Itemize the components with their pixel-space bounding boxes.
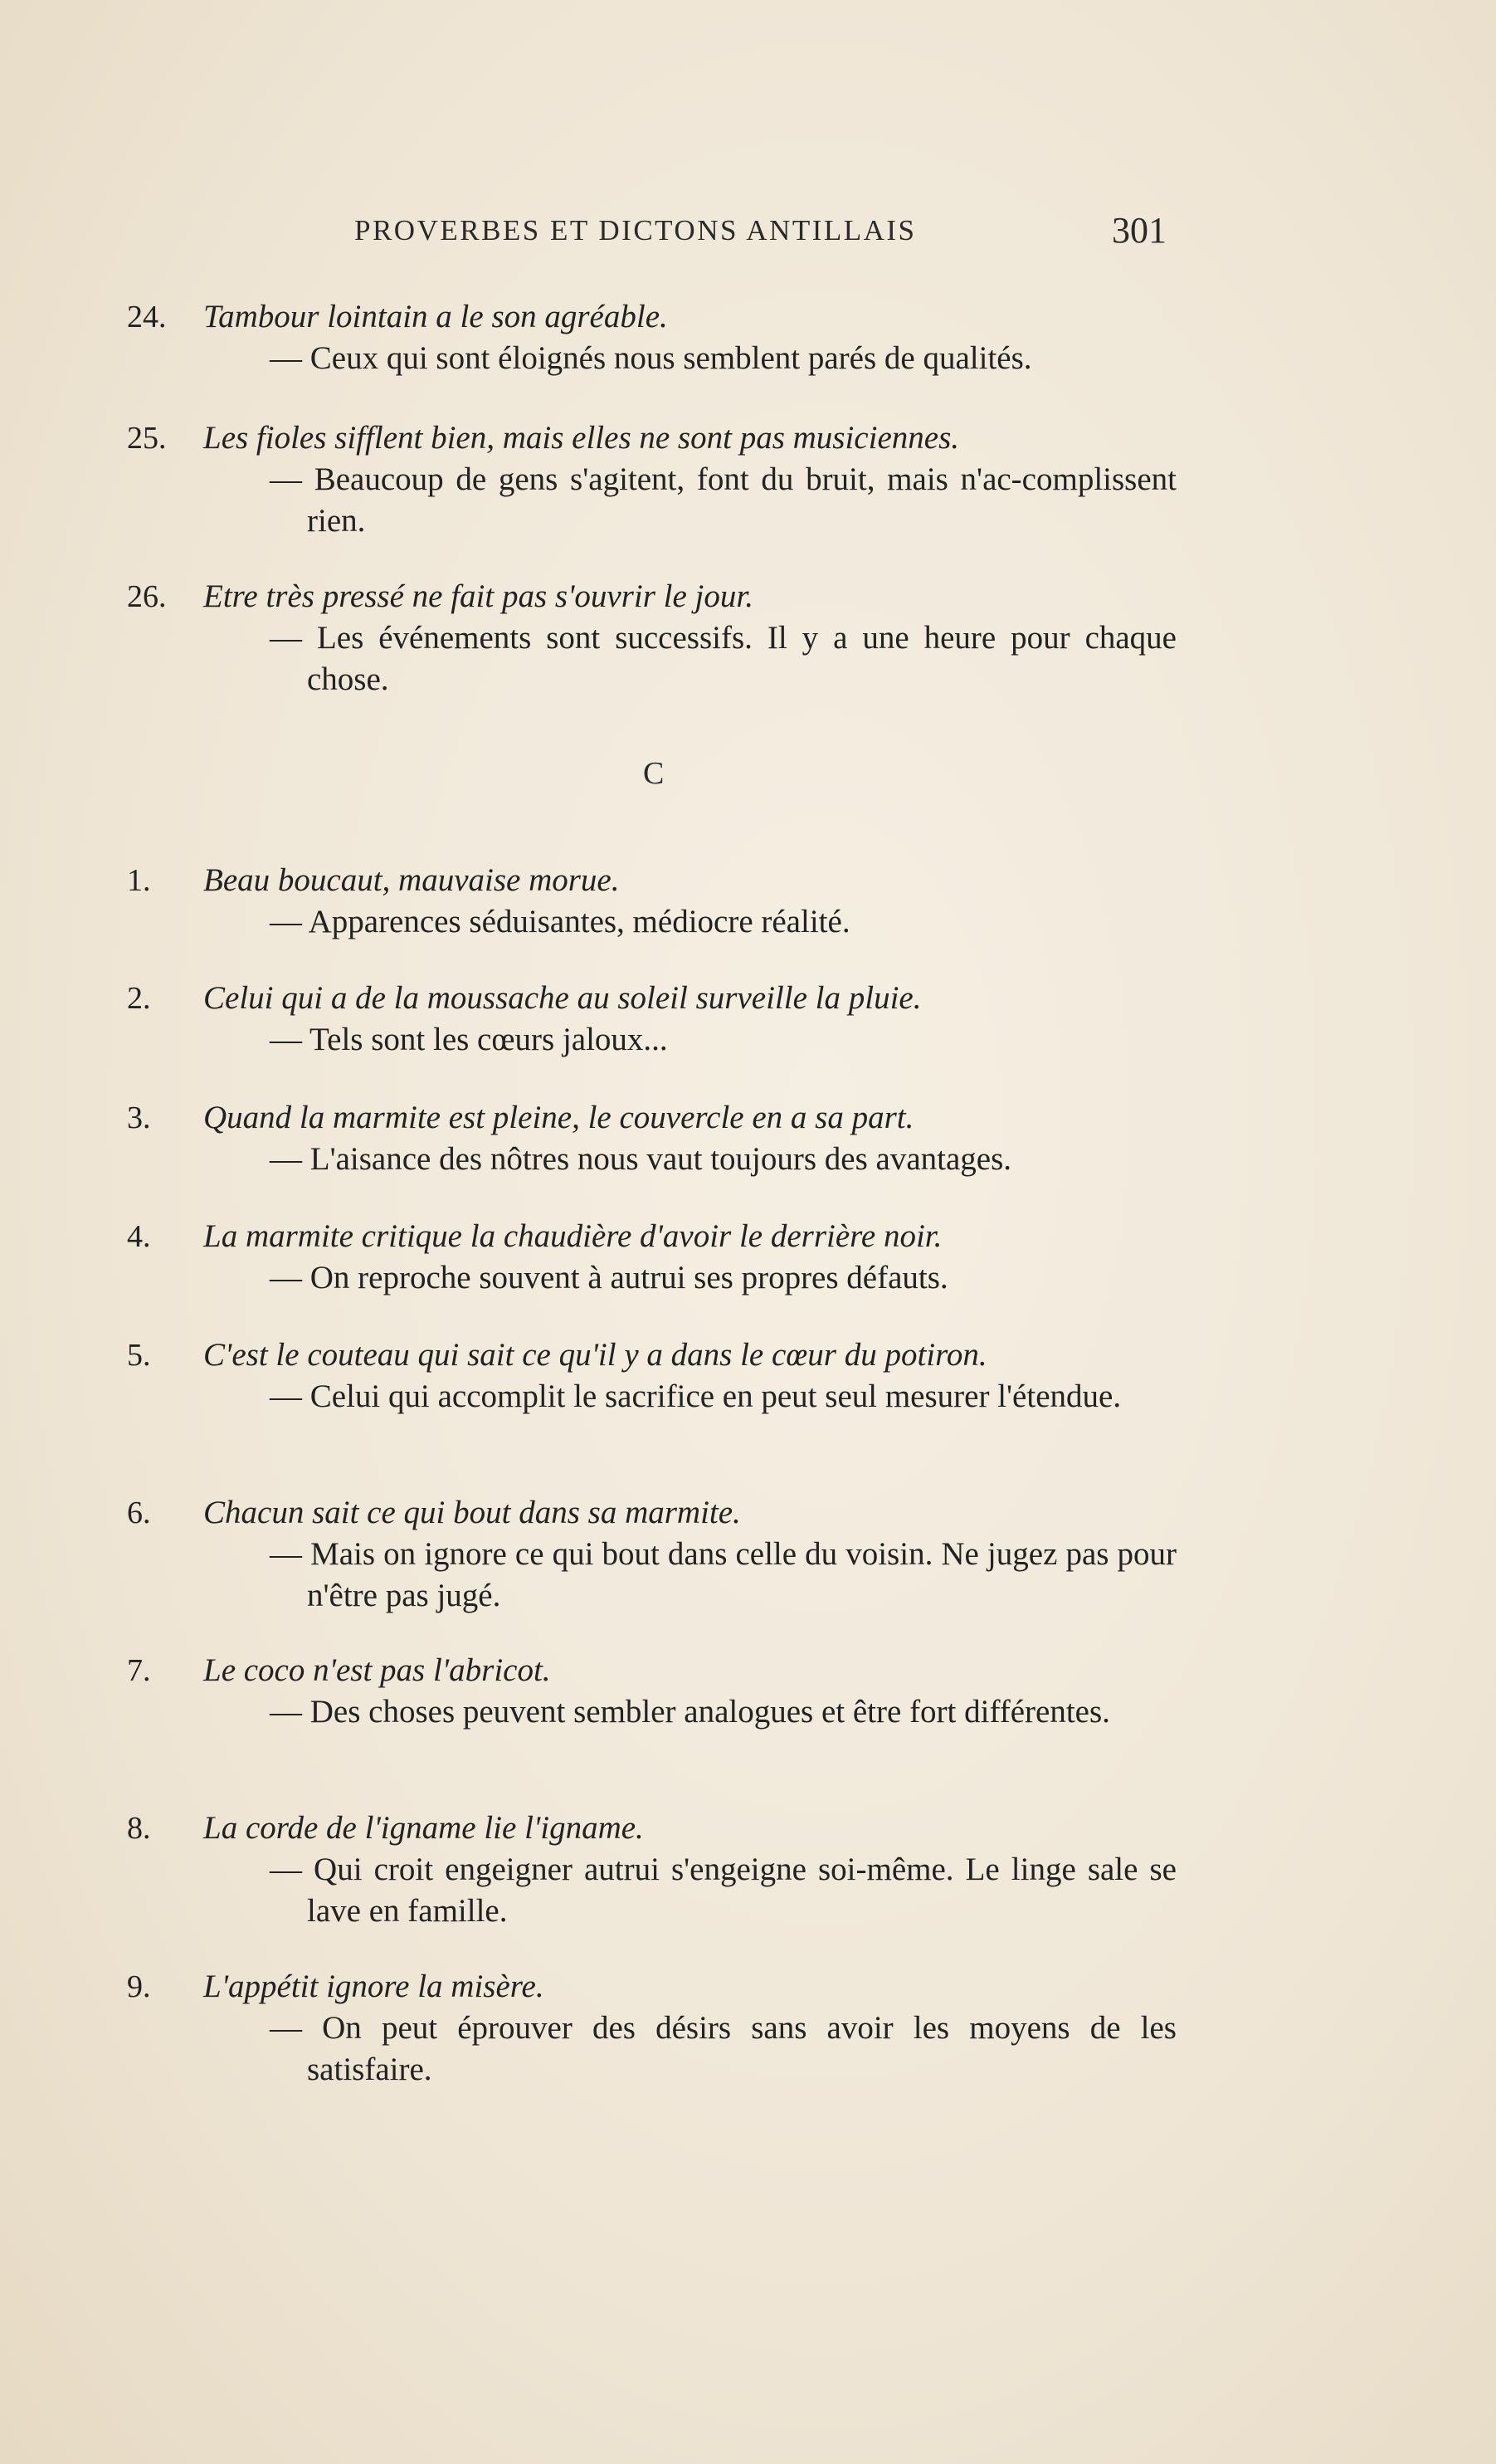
proverb-text: Beau boucaut, mauvaise morue. <box>203 862 620 898</box>
proverb-text: L'appétit ignore la misère. <box>203 1969 544 2004</box>
entry-number: 24. <box>127 300 167 334</box>
proverb-meaning: — Des choses peuvent sembler analogues et être fort différentes. <box>270 1694 1110 1730</box>
entry-number: 26. <box>127 579 167 614</box>
entry-number: 9. <box>127 1969 151 2004</box>
entry-number: 7. <box>127 1653 151 1688</box>
entry-number: 25. <box>127 421 167 456</box>
running-title: PROVERBES ET DICTONS ANTILLAIS <box>354 214 917 246</box>
proverb-meaning: — Celui qui accomplit le sacrifice en peut seul mesurer l'étendue. <box>270 1378 1122 1414</box>
proverb-text: Chacun sait ce qui bout dans sa marmite. <box>203 1495 741 1530</box>
section-heading-c: C <box>643 756 666 791</box>
proverb-text: Les fioles sifflent bien, mais elles ne sont pas musiciennes. <box>203 420 959 456</box>
proverb-meaning: — Qui croit engeigner autrui s'engeigne soi-même. Le linge sale se lave en famille. <box>270 1852 1177 1929</box>
entry-number: 8. <box>127 1811 151 1846</box>
entry-number: 5. <box>127 1338 151 1373</box>
proverb-meaning: — On peut éprouver des désirs sans avoir les moyens de les satisfaire. <box>270 2010 1177 2087</box>
proverb-meaning: — Apparences séduisantes, médiocre réalité. <box>270 904 850 939</box>
proverb-meaning: — Ceux qui sont éloignés nous semblent parés de qualités. <box>270 340 1032 376</box>
proverb-text: La marmite critique la chaudière d'avoir le derrière noir. <box>203 1218 943 1254</box>
proverb-text: Le coco n'est pas l'abricot. <box>203 1652 551 1688</box>
proverb-text: C'est le couteau qui sait ce qu'il y a dans le cœur du potiron. <box>203 1337 987 1373</box>
proverb-meaning: — Les événements sont successifs. Il y a une heure pour chaque chose. <box>270 620 1177 697</box>
entry-number: 6. <box>127 1495 151 1530</box>
entry-number: 1. <box>127 863 151 898</box>
entry-number: 4. <box>127 1219 151 1254</box>
entry-number: 3. <box>127 1100 151 1135</box>
proverb-meaning: — Mais on ignore ce qui bout dans celle du voisin. Ne jugez pas pour n'être pas jugé. <box>270 1536 1177 1613</box>
proverb-text: La corde de l'igname lie l'igname. <box>203 1810 644 1846</box>
proverb-meaning: — L'aisance des nôtres nous vaut toujours des avantages. <box>270 1141 1012 1177</box>
proverb-text: Quand la marmite est pleine, le couvercle en a sa part. <box>203 1100 914 1135</box>
proverb-meaning: — On reproche souvent à autrui ses propres défauts. <box>270 1260 948 1295</box>
entry-number: 2. <box>127 981 151 1016</box>
proverb-meaning: — Tels sont les cœurs jaloux... <box>270 1022 668 1057</box>
proverb-meaning: — Beaucoup de gens s'agitent, font du bruit, mais n'ac-complissent rien. <box>270 461 1177 539</box>
proverb-text: Tambour lointain a le son agréable. <box>203 299 668 334</box>
proverb-text: Etre très pressé ne fait pas s'ouvrir le jour. <box>203 578 753 614</box>
page-number: 301 <box>1112 210 1167 251</box>
proverb-text: Celui qui a de la moussache au soleil surveille la pluie. <box>203 980 922 1016</box>
